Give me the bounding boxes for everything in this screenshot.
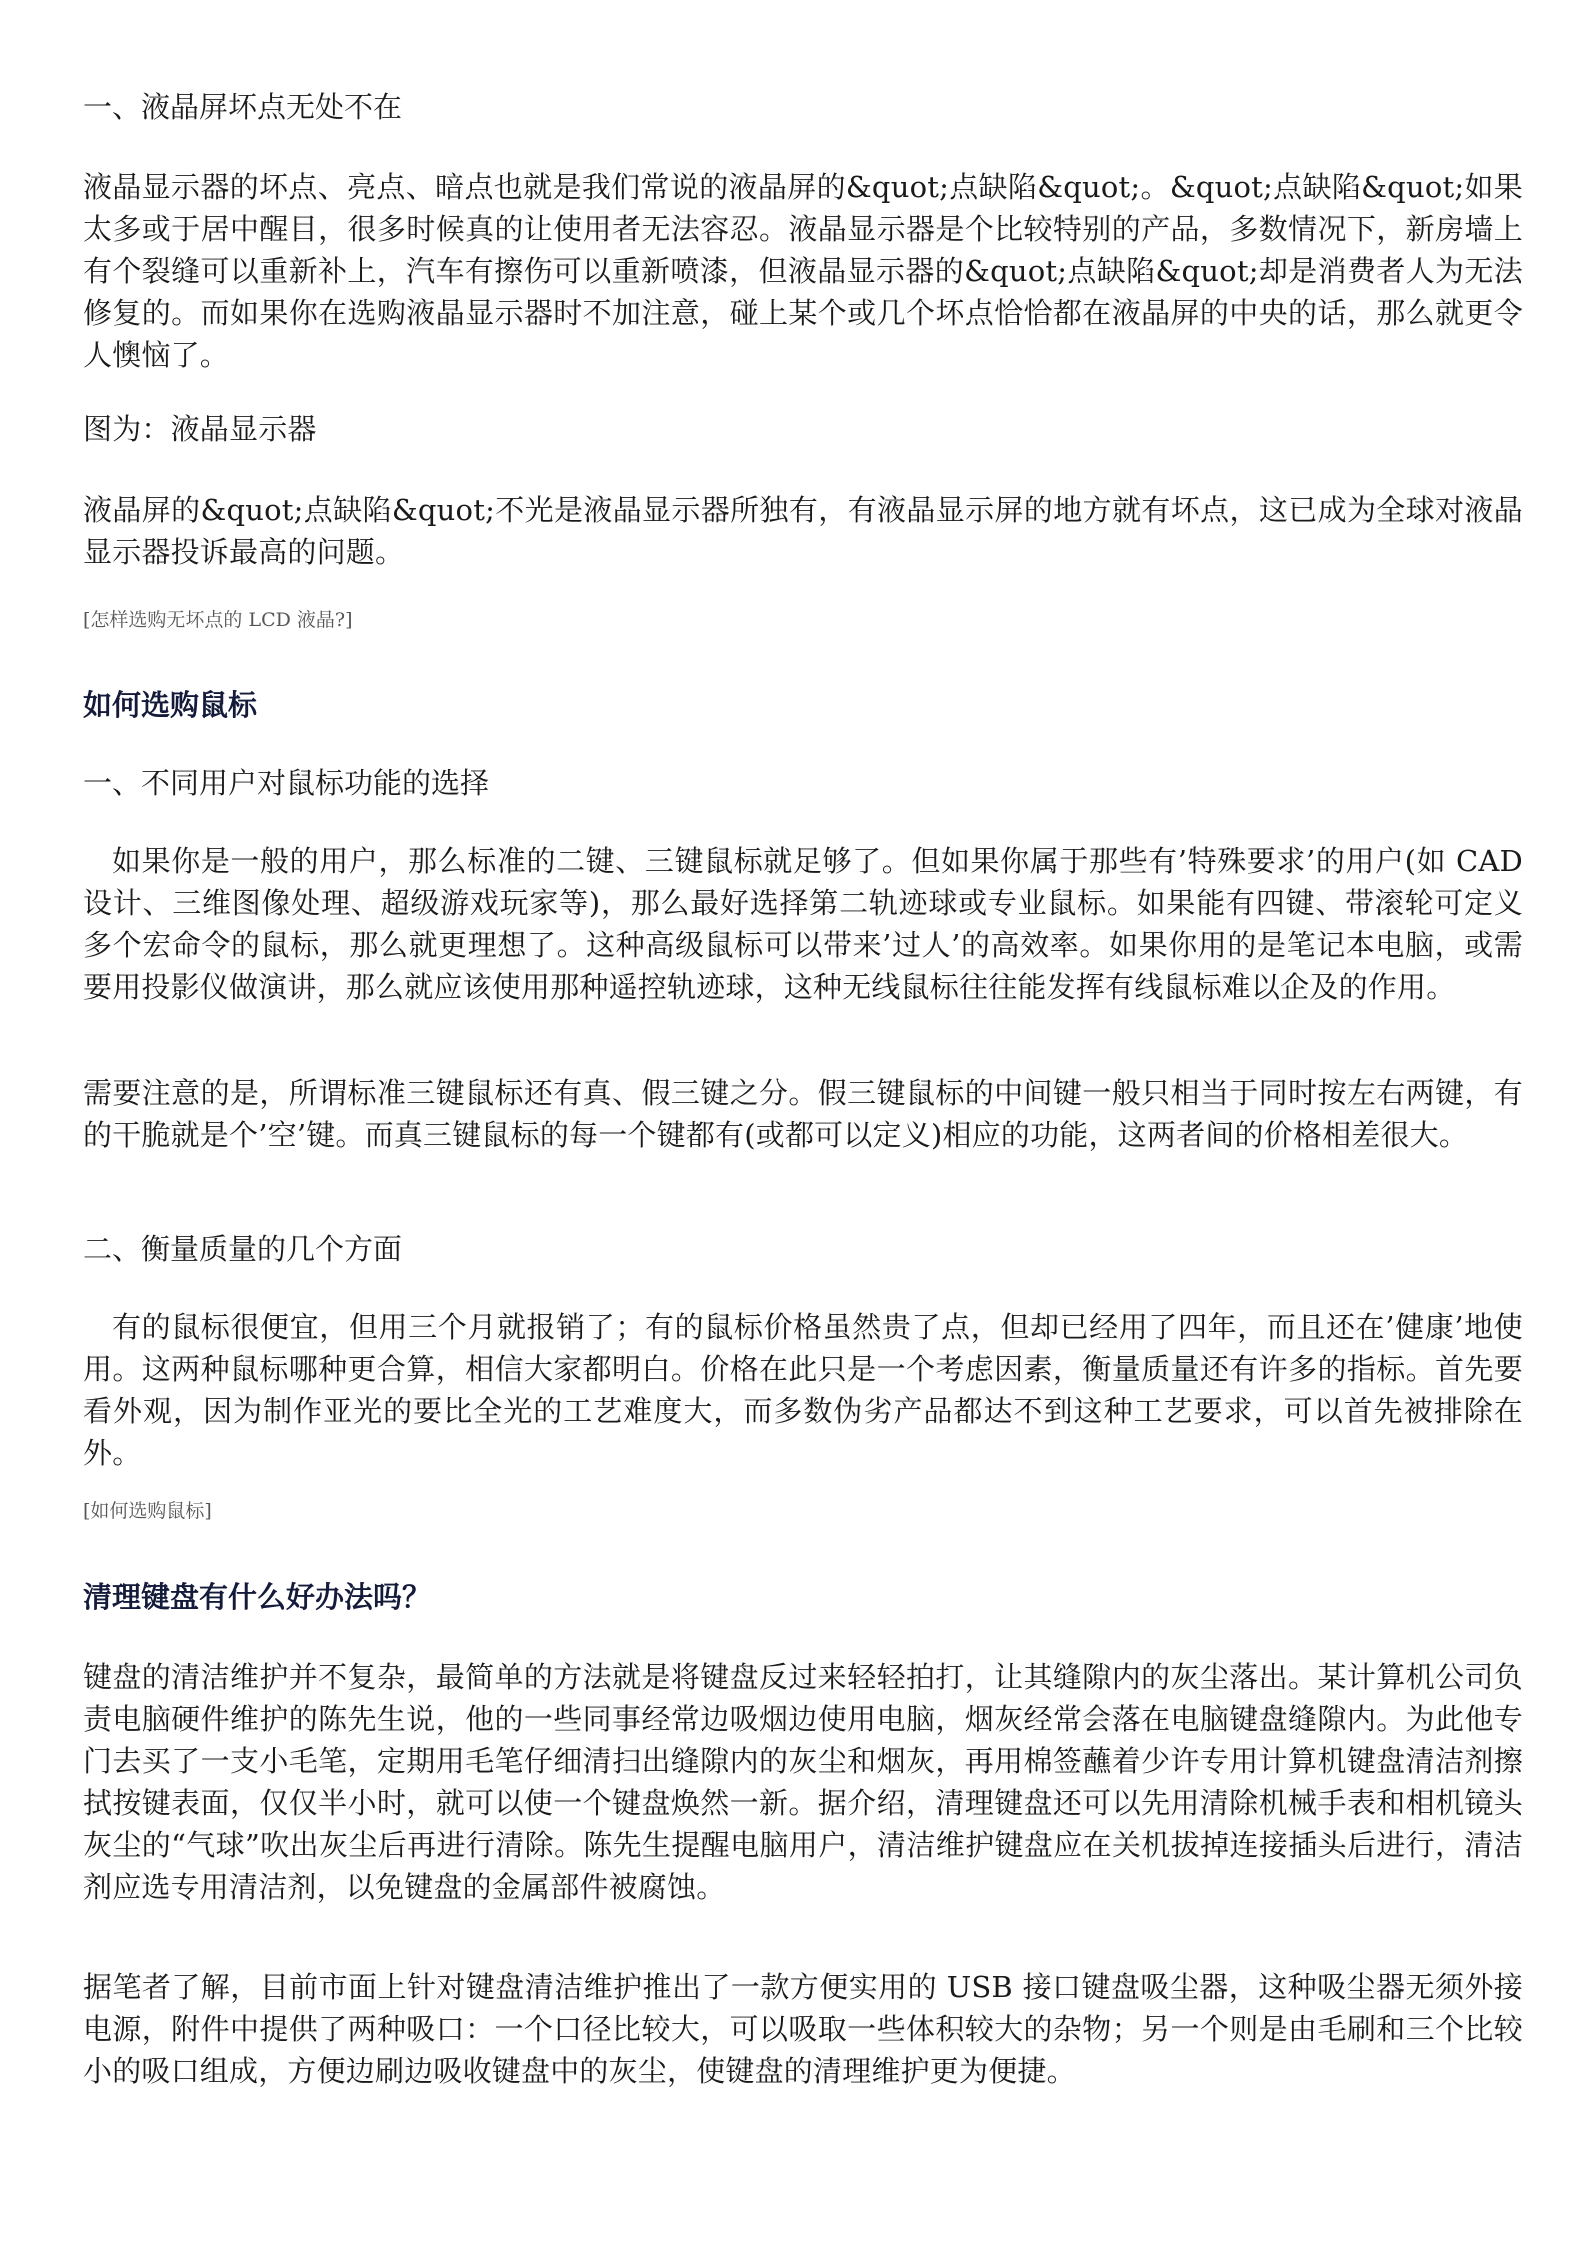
paragraph-mouse-quality: 有的鼠标很便宜，但用三个月就报销了；有的鼠标价格虽然贵了点，但却已经用了四年，而且还在’健康’地使用。这两种鼠标哪种更合算，相信大家都明白。价格在此只是一个考虑因素，衡量质量还有许多的指标。首先要看外观，因为制作亚光的要比全光的工艺难度大，而多数伪劣产品都达不到这种工艺要求，可以首先被排除在外。 bbox=[83, 1310, 1523, 1470]
paragraph-keyboard-vacuum: 据笔者了解，目前市面上针对键盘清洁维护推出了一款方便实用的 USB 接口键盘吸尘器，这种吸尘器无须外接电源，附件中提供了两种吸口：一个口径比较大，可以吸取一些体积较大的杂物；另一个则是由毛刷和三个比较小的吸口组成，方便边刷边吸收键盘中的灰尘，使键盘的清理维护更为便捷。 bbox=[83, 1970, 1523, 2088]
article-title-keyboard: 清理键盘有什么好办法吗？ bbox=[83, 1580, 432, 1614]
source-link-lcd[interactable]: [怎样选购无坏点的 LCD 液晶?] bbox=[83, 609, 353, 631]
paragraph-lcd-complaints: 液晶屏的&quot;点缺陷&quot;不光是液晶显示器所独有，有液晶显示屏的地方就有坏点，这已成为全球对液晶显示器投诉最高的问题。 bbox=[83, 493, 1523, 569]
section-heading-mouse-quality: 二、衡量质量的几个方面 bbox=[83, 1232, 403, 1266]
article-title-mouse: 如何选购鼠标 bbox=[83, 688, 258, 722]
paragraph-mouse-users: 如果你是一般的用户，那么标准的二键、三键鼠标就足够了。但如果你属于那些有’特殊要求’的用户(如 CAD 设计、三维图像处理、超级游戏玩家等)，那么最好选择第二轨迹球或专业鼠标。如果能有四键、带滚轮可定义多个宏命令的鼠标，那么就更理想了。这种高级鼠标可以带来’过人’的高效率。如果你用的是笔记本电脑，或需要用投影仪做演讲，那么就应该使用那种遥控轨迹球，这种无线鼠标往往能发挥有线鼠标难以企及的作用。 bbox=[83, 844, 1523, 1004]
source-link-mouse[interactable]: [如何选购鼠标] bbox=[83, 1500, 212, 1522]
paragraph-keyboard-cleaning: 键盘的清洁维护并不复杂，最简单的方法就是将键盘反过来轻轻拍打，让其缝隙内的灰尘落出。某计算机公司负责电脑硬件维护的陈先生说，他的一些同事经常边吸烟边使用电脑，烟灰经常会落在电脑键盘缝隙内。为此他专门去买了一支小毛笔，定期用毛笔仔细清扫出缝隙内的灰尘和烟灰，再用棉签蘸着少许专用计算机键盘清洁剂擦拭按键表面，仅仅半小时，就可以使一个键盘焕然一新。据介绍，清理键盘还可以先用清除机械手表和相机镜头灰尘的“气球”吹出灰尘后再进行清除。陈先生提醒电脑用户，清洁维护键盘应在关机拔掉连接插头后进行，清洁剂应选专用清洁剂，以免键盘的金属部件被腐蚀。 bbox=[83, 1660, 1523, 1904]
section-heading-mouse-function: 一、不同用户对鼠标功能的选择 bbox=[83, 766, 490, 800]
paragraph-lcd-defects: 液晶显示器的坏点、亮点、暗点也就是我们常说的液晶屏的&quot;点缺陷&quot;。&quot;点缺陷&quot;如果太多或于居中醒目，很多时候真的让使用者无法容忍。液晶显示器是个比较特别的产品，多数情况下，新房墙上有个裂缝可以重新补上，汽车有擦伤可以重新喷漆，但液晶显示器的&quot;点缺陷&quot;却是消费者人为无法修复的。而如果你在选购液晶显示器时不加注意，碰上某个或几个坏点恰恰都在液晶屏的中央的话，那么就更令人懊恼了。 bbox=[83, 170, 1523, 372]
section-heading-lcd: 一、液晶屏坏点无处不在 bbox=[83, 90, 403, 124]
paragraph-mouse-three-keys: 需要注意的是，所谓标准三键鼠标还有真、假三键之分。假三键鼠标的中间键一般只相当于同时按左右两键，有的干脆就是个’空’键。而真三键鼠标的每一个键都有(或都可以定义)相应的功能，这两者间的价格相差很大。 bbox=[83, 1076, 1523, 1152]
figure-caption: 图为：液晶显示器 bbox=[83, 412, 317, 446]
